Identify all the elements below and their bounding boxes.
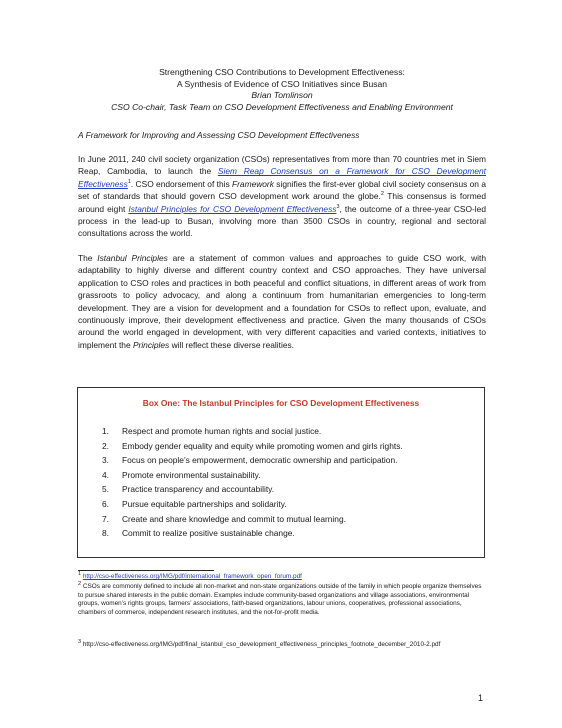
- footnote-1: [78, 570, 488, 582]
- paragraph-1: [78, 153, 486, 240]
- list-item: [102, 439, 403, 454]
- list-item: [102, 497, 403, 512]
- para1-text-b: . CSO endorsement of this: [130, 178, 233, 189]
- para1-text-a: In June 2011, 240 civil society organization (CSOs) representatives from more than 70 countries met in Siem Reap, Cambodia, to launch the: [78, 154, 486, 177]
- list-item-number: 1.: [102, 426, 109, 436]
- list-item-text: Commit to realize positive sustainable change.: [122, 528, 295, 539]
- list-item-number: 4.: [102, 469, 109, 480]
- box-one: [77, 387, 485, 558]
- list-item-text: Practice transparency and accountability.: [122, 484, 275, 495]
- list-item-number: 3.: [102, 455, 109, 466]
- siem-reap-consensus-link[interactable]: Siem Reap Consensus on a Framework for CSO Development Effectiveness: [78, 166, 486, 189]
- list-item-text: Create and share knowledge and commit to mutual learning.: [122, 513, 346, 524]
- list-item-text: Embody gender equality and equity while promoting women and girls rights.: [122, 440, 403, 451]
- box-one-title: Box One: The Istanbul Principles for CSO Development Effectiveness: [142, 398, 420, 408]
- para1-text-e: , the outcome of a three-year CSO-led process in the lead-up to Busan, involving more than 3500 CSOs in country, regional and sectoral consultations across the world.: [78, 203, 486, 239]
- title-line-1: Strengthening CSO Contributions to Development Effectiveness:: [159, 67, 405, 77]
- principles-list: [102, 424, 403, 541]
- footnote-3-text: http://cso-effectiveness.org/IMG/pdf/final_istanbul_cso_development_effectiveness_principles_footnote_december_2010-2.pdf: [82, 641, 441, 648]
- list-item: [102, 526, 403, 541]
- list-item-number: 8.: [102, 528, 109, 539]
- list-item-number: 7.: [102, 513, 109, 524]
- footnote-1-link[interactable]: http://cso-effectiveness.org/IMG/pdf/international_framework_open_forum.pdf: [82, 573, 302, 580]
- document-header: [76, 67, 488, 113]
- footnote-3-number: 3: [78, 638, 82, 645]
- list-item: [102, 468, 403, 483]
- list-item-text: Promote environmental sustainability.: [122, 469, 261, 480]
- para1-text-c: signifies the first-ever global civil society consensus on a set of standards that should govern CSO development work around the globe.: [78, 178, 486, 202]
- list-item-text: Respect and promote human rights and social justice.: [122, 426, 322, 436]
- author-role: CSO Co-chair, Task Team on CSO Development Effectiveness and Enabling Environment: [111, 101, 453, 112]
- footnote-ref-3: 3: [336, 203, 340, 210]
- footnote-ref-2: 2: [380, 191, 384, 198]
- title-line-2: A Synthesis of Evidence of CSO Initiatives since Busan: [176, 78, 388, 89]
- para2-text-c: will reflect these diverse realities.: [169, 339, 294, 350]
- footnote-ref-1: 1: [127, 179, 131, 186]
- page-number: 1: [478, 693, 484, 703]
- para2-istanbul-principles: Istanbul Principles: [97, 253, 168, 263]
- footnote-2: [78, 580, 488, 617]
- list-item-number: 6.: [102, 498, 109, 509]
- para1-text-d: This consensus is formed around eight: [78, 191, 486, 214]
- para2-text-a: The: [78, 253, 98, 263]
- paragraph-2: [78, 252, 486, 351]
- istanbul-principles-link[interactable]: Istanbul Principles for CSO Development Effectiveness: [128, 203, 337, 214]
- list-item: [102, 424, 403, 439]
- list-item-number: 5.: [102, 484, 109, 495]
- para1-framework-word: Framework: [232, 178, 274, 189]
- list-item-number: 2.: [102, 440, 109, 451]
- author-name: Brian Tomlinson: [251, 90, 313, 101]
- list-item-text: Focus on people’s empowerment, democratic ownership and participation.: [122, 455, 398, 466]
- list-item: [102, 512, 403, 527]
- list-item: [102, 453, 403, 468]
- para2-principles-word: Principles: [132, 339, 170, 350]
- footnote-2-number: 2: [78, 580, 82, 587]
- section-title: A Framework for Improving and Assessing CSO Development Effectiveness: [78, 130, 360, 140]
- footnote-separator: [78, 570, 214, 571]
- list-item: [102, 482, 403, 497]
- footnote-2-text: CSOs are commonly defined to include all non-market and non-state organizations outside of the family in which people organize themselves to pursue shared interests in the public domain. Examples include community-based organizations and village associations, environmental groups, women’s rights groups, farmers’ associations, faith-based organizations, labour unions, cooperatives, professional associations, chambers of commerce, independent research institutes, and the not-for-profit media.: [78, 583, 482, 616]
- list-item-text: Pursue equitable partnerships and solidarity.: [122, 498, 287, 509]
- footnote-1-number: 1: [78, 570, 82, 577]
- para2-text-b: are a statement of common values and approaches to guide CSO work, with adaptability to highly diverse and different country context and CSO approaches. They have universal application to CSO roles and practices in both peaceful and conflict situations, in different areas of work from grassroots to policy advocacy, and along a continuum from humanitarian emergencies to long-term development. They are a vision for development and a foundation for CSOs to reflect upon, evaluate, and continuously improve, their development effectiveness and practice. Given the many thousands of CSOs around the world engaged in development, with very different capacities and varied contexts, initiatives to implement the: [78, 253, 486, 350]
- footnote-3: [78, 638, 488, 650]
